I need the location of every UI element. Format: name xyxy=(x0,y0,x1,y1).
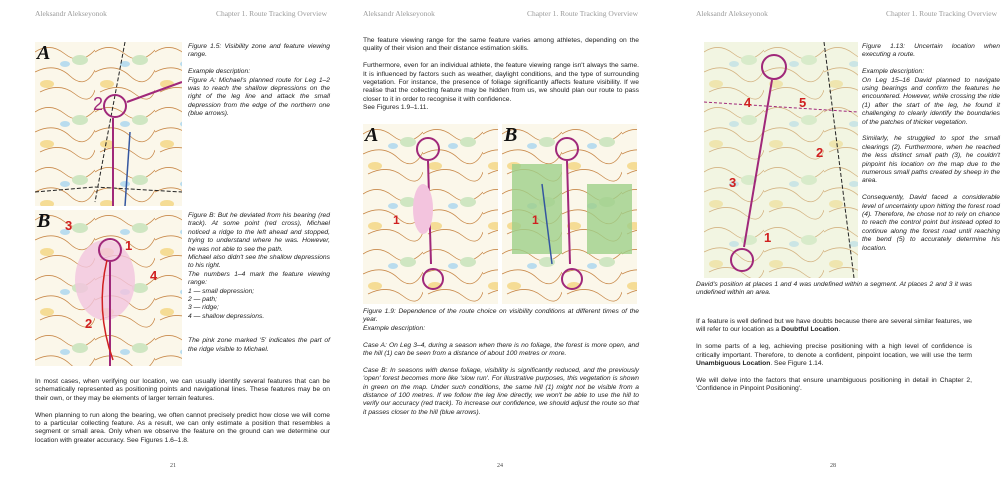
body-text xyxy=(35,378,330,454)
figure-title: Figure 1.5: Visibility zone and feature viewing range. xyxy=(188,43,330,59)
figure-b-text-3: The numbers 1–4 mark the feature viewing range: xyxy=(188,270,330,287)
header-author: Aleksandr Alekseyonok xyxy=(363,9,435,18)
paragraph xyxy=(696,343,972,368)
figure-b-description xyxy=(188,212,330,354)
range-item: 2 — path; xyxy=(188,296,217,304)
description: On Leg 15–16 David planned to navigate using bearings and confirm the features he encountered. However, while crossing the ride (1) after the start of the leg, he found it challenging to clearly identify the boundaries of the patches of thicker vegetation. xyxy=(862,76,1000,126)
map-figure-1-13 xyxy=(704,42,858,278)
svg-text:4: 4 xyxy=(150,268,158,283)
page-number: 24 xyxy=(497,463,503,469)
page-28 xyxy=(670,0,1005,487)
page-21 xyxy=(0,0,335,487)
header-chapter: Chapter 1. Route Tracking Overview xyxy=(885,9,997,18)
map-label-a: A xyxy=(365,124,379,146)
map-label-b: B xyxy=(37,210,51,232)
map-case-b xyxy=(502,124,637,304)
figure-1-9-caption xyxy=(363,308,639,426)
figure-caption: David's position at places 1 and 4 was undefined within a segment. At places 2 and 3 it was undefined within an area. xyxy=(696,281,972,297)
header-chapter: Chapter 1. Route Tracking Overview xyxy=(215,9,327,18)
paragraph xyxy=(696,318,972,335)
text: If a feature is well defined but we have doubts because there are several similar features, we will refer to our location as a xyxy=(696,318,972,334)
figure-a-text: Figure A: Michael's planned route for Leg 1–2 was to reach the shallow depressions on the right of the leg line and attack the small depression from the edge of the northern one (blue arrows). xyxy=(188,76,330,118)
svg-text:2: 2 xyxy=(85,316,93,331)
header-author: Aleksandr Alekseyonok xyxy=(35,9,107,18)
example-label: Example description: xyxy=(363,324,426,332)
figure-1-5-description xyxy=(188,43,330,119)
text: In some parts of a leg, achieving precise positioning with a high level of confidence is critically important. Therefore, to denote a confident, pinpoint location, we will use the term xyxy=(696,343,972,359)
paragraph: We will delve into the factors that ensure unambiguous positioning in detail in Chapter 2, 'Confidence in Pinpoint Positioning'. xyxy=(696,376,972,393)
term-unambiguous-location: Unambiguous Location xyxy=(696,360,771,368)
svg-text:1: 1 xyxy=(764,230,772,245)
example-label: Example description: xyxy=(188,68,251,76)
figure-b-text-2: Michael also didn't see the shallow depressions to his right. xyxy=(188,254,330,270)
svg-text:3: 3 xyxy=(65,218,73,233)
svg-text:1: 1 xyxy=(393,213,400,227)
example-label: Example description: xyxy=(862,68,925,76)
body-text xyxy=(696,318,972,402)
map-label-b: B xyxy=(504,124,518,146)
caption: Figure 1.9: Dependence of the route choice on visibility conditions at different times of the year. xyxy=(363,308,639,324)
paragraph: In most cases, when verifying our location, we can usually identify several features that can be schematically represented as positioning points and navigational lines. These features may be on their own, or they may be elements of larger terrain features. xyxy=(35,378,330,402)
description: Similarly, he struggled to spot the small clearings (2). Furthermore, when he reached the less distinct small path (3), he couldn't pinpoint his location on the map due to the numerous small paths created by sheep in the area. xyxy=(862,135,1000,185)
paragraph: Furthermore, even for an individual athlete, the feature viewing range isn't always the same. It is influenced by factors such as weather, daylight conditions, and the type of surrounding vegetation. For instance, the presence of foliage significantly affects feature visibility. If we realise that the collecting feature may be hidden from us, we should plan our route to pass closer to it in order to recognise it with confidence. xyxy=(363,62,639,103)
svg-text:2: 2 xyxy=(93,94,104,114)
svg-text:1: 1 xyxy=(125,238,133,253)
paragraph: The feature viewing range for the same feature varies among athletes, depending on the quality of their vision and their distance estimation skills. xyxy=(363,37,639,53)
header-chapter: Chapter 1. Route Tracking Overview xyxy=(526,9,638,18)
page-number: 21 xyxy=(170,463,176,469)
case-a: Case A: On Leg 3–4, during a season when there is no foliage, the forest is more open, and the hill (1) can be seen from a distance of about 100 metres or more. xyxy=(363,341,639,358)
header-author: Aleksandr Alekseyonok xyxy=(696,9,768,18)
figure-title: Figure 1.13: Uncertain location when executing a route. xyxy=(862,43,1000,59)
range-item: 1 — small depression; xyxy=(188,287,255,295)
text: . xyxy=(838,326,841,334)
svg-text:2: 2 xyxy=(816,145,824,160)
see-figures: See Figures 1.9–1.11. xyxy=(363,104,429,112)
term-doubtful-location: Doubtful Location xyxy=(781,326,839,334)
figure-1-13-description xyxy=(862,43,1000,262)
svg-text:4: 4 xyxy=(744,95,752,110)
range-item: 4 — shallow depressions. xyxy=(188,312,265,320)
map-label-a: A xyxy=(37,42,51,64)
case-b: Case B: In seasons with dense foliage, visibility is significantly reduced, and the previously 'open' forest becomes more like 'slow run'. For illustrative purposes, this vegetation is shown in green on the map. Under such conditions, the same hill (1) might not be visible from a distance of 100 metres. If we follow the leg line directly, we won't be able to use the hill to verify our accuracy (red track). To increase our confidence, we should adjust the route so that it passes closer to the hill (blue arrows). xyxy=(363,366,639,416)
figure-b-text: Figure B: But he deviated from his bearing (red track). At some point (red cross), Michael noticed a ridge to the left ahead and stopped, trying to understand where he was. However, he was not able to see the path. xyxy=(188,212,330,253)
body-text xyxy=(363,37,639,113)
text: . See Figure 1.14. xyxy=(770,360,824,368)
map-figure-a xyxy=(35,42,182,206)
map-case-a xyxy=(363,124,498,304)
page-24 xyxy=(335,0,670,487)
svg-text:3: 3 xyxy=(729,175,737,190)
description: Consequently, David faced a considerable level of uncertainty upon hitting the forest road (4). Therefore, he chose not to rely on chance to reach the control point but instead opted to continue along the forest road until reaching the bend (5) to accurately determine his location. xyxy=(862,194,1000,252)
map-figure-b xyxy=(35,210,182,366)
svg-text:1: 1 xyxy=(532,213,539,227)
range-item: 3 — ridge; xyxy=(188,304,219,312)
paragraph: When planning to run along the bearing, we often cannot precisely predict how close we will come to a particular collecting feature. As a result, we can only estimate a position that resembles a segment or small area. Only when we observe the feature on the ground can we determine our location with greater accuracy. See Figures 1.6–1.8. xyxy=(35,411,330,444)
page-number: 28 xyxy=(830,463,836,469)
svg-text:5: 5 xyxy=(799,95,807,110)
pink-zone-text: The pink zone marked '5' indicates the part of the ridge visible to Michael. xyxy=(188,337,330,353)
